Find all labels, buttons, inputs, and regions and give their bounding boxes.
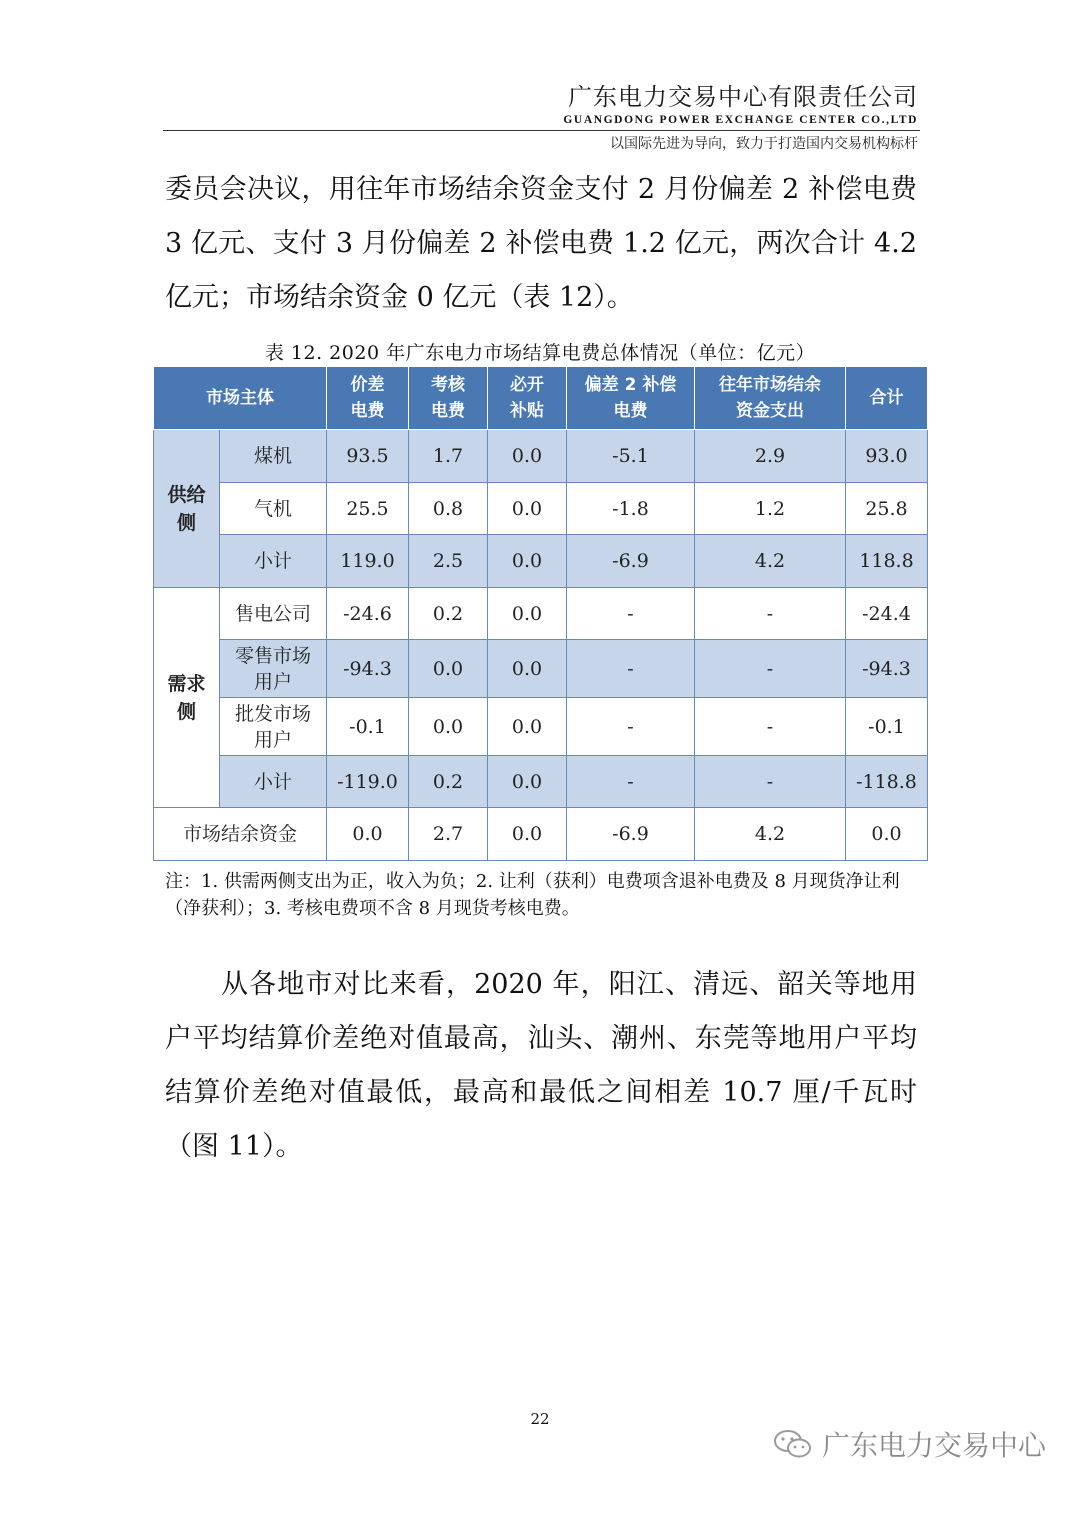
cell: 4.2 (695, 808, 846, 861)
cell: - (695, 756, 846, 808)
company-slogan: 以国际先进为导向，致力于打造国内交易机构标杆 (610, 136, 918, 152)
cell: -6.9 (567, 808, 695, 861)
header-price-diff: 价差 电费 (327, 367, 409, 430)
cell: 93.0 (846, 430, 928, 483)
table-note: 注：1. 供需两侧支出为正，收入为负；2. 让利（获利）电费项含退补电费及 8 月现货净让利（净获利）；3. 考核电费项不含 8 月现货考核电费。 (165, 871, 900, 919)
body-paragraph-1: 委员会决议，用往年市场结余资金支付 2 月份偏差 2 补偿电费 3 亿元、支付 3 月份偏差 2 补偿电费 1.2 亿元，两次合计 4.2 亿元；市场结余资金 0 亿元（表 12）。 (165, 174, 917, 313)
cell: -1.8 (567, 483, 695, 535)
table-header-row (154, 367, 928, 430)
table-row (154, 535, 928, 588)
table-row (154, 756, 928, 808)
row-label: 气机 (220, 483, 327, 535)
cell: 0.0 (488, 430, 567, 483)
cell: 25.5 (327, 483, 409, 535)
cell: - (695, 588, 846, 640)
cell: 1.7 (409, 430, 488, 483)
table-row (154, 640, 928, 698)
company-name-cn: 广东电力交易中心有限责任公司 (568, 83, 918, 111)
cell: - (567, 756, 695, 808)
cell: -94.3 (327, 640, 409, 698)
table-row (154, 698, 928, 756)
cell: 4.2 (695, 535, 846, 588)
cell: -0.1 (846, 698, 928, 756)
cell: 0.8 (409, 483, 488, 535)
cell: 0.2 (409, 588, 488, 640)
header-divider (163, 130, 920, 131)
cell: -5.1 (567, 430, 695, 483)
cell: 93.5 (327, 430, 409, 483)
row-label: 小计 (220, 756, 327, 808)
row-label: 售电公司 (220, 588, 327, 640)
cell: 0.0 (488, 756, 567, 808)
cell: - (695, 698, 846, 756)
cell: 2.5 (409, 535, 488, 588)
cell: 0.0 (488, 535, 567, 588)
cell: -24.6 (327, 588, 409, 640)
cell: -119.0 (327, 756, 409, 808)
cell: - (695, 640, 846, 698)
wechat-watermark (772, 1424, 1046, 1464)
cell: -6.9 (567, 535, 695, 588)
cell: - (567, 698, 695, 756)
cell: -118.8 (846, 756, 928, 808)
cell: 118.8 (846, 535, 928, 588)
header-total: 合计 (846, 367, 928, 430)
cell: 0.0 (846, 808, 928, 861)
cell: -0.1 (327, 698, 409, 756)
cell: - (567, 588, 695, 640)
cell: 0.0 (327, 808, 409, 861)
header-deviation: 偏差 2 补偿 电费 (567, 367, 695, 430)
row-label: 批发市场 用户 (220, 698, 327, 756)
page-number: 22 (530, 1410, 550, 1428)
cell: 0.0 (488, 808, 567, 861)
row-label: 市场结余资金 (154, 808, 327, 861)
cell: 119.0 (327, 535, 409, 588)
row-label: 煤机 (220, 430, 327, 483)
cell: 0.0 (488, 483, 567, 535)
cell: 2.9 (695, 430, 846, 483)
demand-group-label: 需求 侧 (154, 588, 220, 808)
table-caption: 表 12. 2020 年广东电力市场结算电费总体情况（单位：亿元） (264, 342, 816, 364)
cell: 2.7 (409, 808, 488, 861)
cell: 0.0 (488, 640, 567, 698)
cell: -24.4 (846, 588, 928, 640)
row-label: 零售市场 用户 (220, 640, 327, 698)
cell: 0.0 (409, 640, 488, 698)
body-paragraph-2: 从各地市对比来看，2020 年，阳江、清远、韶关等地用户平均结算价差绝对值最高，汕头、潮州、东莞等地用户平均结算价差绝对值最低，最高和最低之间相差 10.7 厘/千瓦时（图 11）。 (165, 969, 917, 1162)
company-name-en: GUANGDONG POWER EXCHANGE CENTER CO.,LTD (563, 114, 918, 126)
cell: - (567, 640, 695, 698)
table-row (154, 430, 928, 483)
header-assessment: 考核 电费 (409, 367, 488, 430)
cell: 0.2 (409, 756, 488, 808)
cell: 25.8 (846, 483, 928, 535)
cell: 1.2 (695, 483, 846, 535)
cell: -94.3 (846, 640, 928, 698)
row-label: 小计 (220, 535, 327, 588)
table-row (154, 588, 928, 640)
watermark-text: 广东电力交易中心 (821, 1429, 1046, 1462)
supply-group-label: 供给 侧 (154, 430, 220, 588)
cell: 0.0 (488, 698, 567, 756)
header-past-balance: 往年市场结余 资金支出 (695, 367, 846, 430)
header-must-run: 必开 补贴 (488, 367, 567, 430)
settlement-table (153, 366, 928, 861)
wechat-icon (772, 1428, 814, 1460)
letterhead (563, 82, 918, 126)
table-row (154, 808, 928, 861)
header-subject: 市场主体 (154, 367, 327, 430)
cell: 0.0 (488, 588, 567, 640)
table-row (154, 483, 928, 535)
cell: 0.0 (409, 698, 488, 756)
